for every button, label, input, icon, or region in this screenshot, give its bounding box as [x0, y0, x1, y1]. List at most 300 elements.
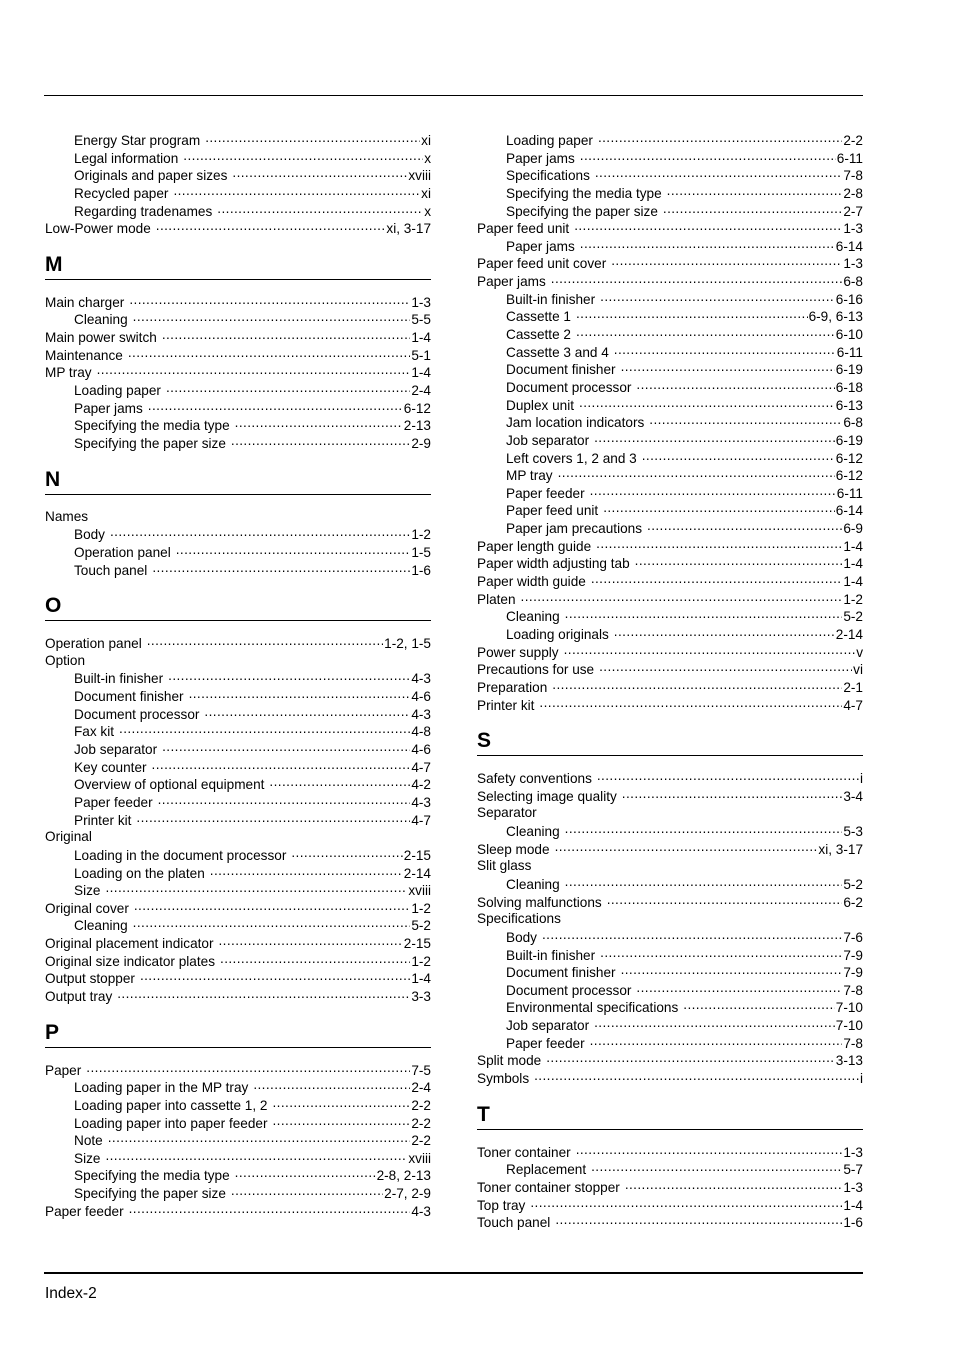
index-entry	[45, 346, 431, 364]
index-term: Size	[74, 1150, 101, 1166]
index-page-ref: 7-10	[835, 1018, 863, 1034]
index-term: Body	[506, 929, 537, 945]
index-term: Operation panel	[74, 544, 171, 560]
index-subentry	[45, 846, 431, 864]
index-term: Loading in the document processor	[74, 847, 287, 863]
dot-leader	[579, 396, 835, 410]
index-term: Main charger	[45, 294, 125, 310]
index-subentry	[45, 416, 431, 434]
index-column-right	[477, 131, 863, 1231]
index-entry	[45, 828, 431, 846]
index-term: Regarding tradenames	[74, 203, 213, 219]
dot-leader	[269, 775, 410, 789]
index-page-ref: 1-2	[411, 527, 431, 543]
index-term: Document finisher	[74, 689, 184, 705]
index-page-ref: 1-2	[411, 953, 431, 969]
index-subentry	[45, 705, 431, 723]
index-entry	[477, 1178, 863, 1196]
dot-leader	[636, 981, 842, 995]
index-page-ref: x	[424, 150, 431, 166]
index-term: Paper feeder	[506, 1035, 585, 1051]
index-term: Original size indicator plates	[45, 953, 216, 969]
index-term: Specifications	[506, 168, 590, 184]
index-subentry	[477, 625, 863, 643]
index-term: Specifying the paper size	[74, 435, 226, 451]
dot-leader	[291, 846, 402, 860]
index-entry	[45, 899, 431, 917]
index-term: Cleaning	[506, 876, 560, 892]
index-page-ref: xi, 3-17	[386, 221, 431, 237]
index-term: Cleaning	[74, 312, 128, 328]
index-term: Names	[45, 508, 89, 524]
index-page-ref: 1-4	[843, 538, 863, 554]
index-page-ref: i	[859, 1071, 863, 1087]
index-page-ref: 1-3	[843, 1179, 863, 1195]
index-page-ref: 4-3	[411, 1203, 431, 1219]
index-page-ref: 6-14	[835, 238, 863, 254]
index-subentry	[45, 184, 431, 202]
dot-leader	[162, 740, 410, 754]
index-page-ref: 2-15	[403, 936, 431, 952]
index-page-ref: 1-3	[843, 256, 863, 272]
dot-leader	[636, 378, 834, 392]
index-term: Paper jams	[506, 238, 575, 254]
index-term: Document processor	[506, 982, 632, 998]
index-entry	[45, 508, 431, 526]
dot-leader	[611, 254, 842, 268]
index-term: Output stopper	[45, 971, 135, 987]
dot-leader	[158, 793, 411, 807]
index-subentry	[477, 928, 863, 946]
index-page-ref: 7-6	[843, 929, 863, 945]
index-term: Key counter	[74, 759, 147, 775]
index-term: Cassette 1	[506, 309, 571, 325]
index-term: Loading originals	[506, 626, 609, 642]
index-page-ref: 6-11	[836, 344, 863, 360]
index-page-ref: 2-8	[843, 185, 863, 201]
index-page-ref: 4-2	[411, 777, 431, 793]
index-term: Paper feeder	[74, 794, 153, 810]
index-term: Paper jams	[74, 400, 143, 416]
index-entry	[477, 572, 863, 590]
index-term: Paper	[45, 1062, 82, 1078]
dot-leader	[551, 272, 843, 286]
index-subentry	[477, 484, 863, 502]
index-entry	[45, 293, 431, 311]
dot-leader	[108, 1131, 411, 1145]
index-page-ref: xviii	[408, 883, 431, 899]
index-term: Loading paper into cassette 1, 2	[74, 1097, 268, 1113]
index-page-ref: 6-12	[403, 400, 431, 416]
index-entry	[477, 643, 863, 661]
index-entry	[45, 634, 431, 652]
dot-leader	[642, 449, 835, 463]
index-term: Loading paper into paper feeder	[74, 1115, 268, 1131]
index-term: Platen	[477, 591, 516, 607]
index-page-ref: 7-10	[835, 1000, 863, 1016]
dot-leader	[204, 705, 410, 719]
index-entry	[477, 787, 863, 805]
index-page-ref: 2-2	[411, 1115, 431, 1131]
header-rule	[44, 95, 863, 96]
index-page-ref: 5-2	[843, 876, 863, 892]
index-page-ref: xi	[421, 185, 431, 201]
index-term: Paper feed unit	[506, 503, 599, 519]
index-page-ref: 6-8	[843, 415, 863, 431]
index-page-ref: 6-19	[835, 362, 863, 378]
index-term: Main power switch	[45, 330, 157, 346]
index-term: Document finisher	[506, 965, 616, 981]
index-page-ref: 5-3	[843, 824, 863, 840]
index-term: Job separator	[506, 1018, 590, 1034]
index-page-ref: 1-3	[843, 221, 863, 237]
index-page-ref: 6-9	[843, 521, 863, 537]
index-term: Document finisher	[506, 362, 616, 378]
index-page-ref: 6-8	[843, 274, 863, 290]
index-column-left	[45, 131, 431, 1219]
dot-leader	[539, 696, 842, 710]
index-term: Cleaning	[506, 824, 560, 840]
index-subentry	[45, 775, 431, 793]
dot-leader	[555, 1213, 842, 1227]
dot-leader	[576, 307, 808, 321]
dot-leader	[625, 1178, 843, 1192]
index-page-ref: 4-7	[843, 697, 863, 713]
index-page-ref: 1-4	[843, 556, 863, 572]
index-term: Built-in finisher	[506, 291, 596, 307]
dot-leader	[607, 893, 843, 907]
index-page-ref: 7-9	[843, 965, 863, 981]
dot-leader	[133, 310, 411, 324]
index-term: Safety conventions	[477, 771, 592, 787]
index-term: MP tray	[506, 468, 553, 484]
index-subentry	[477, 184, 863, 202]
dot-leader	[129, 293, 410, 307]
dot-leader	[220, 952, 410, 966]
index-page-ref: 6-12	[835, 450, 863, 466]
index-term: Specifications	[477, 911, 561, 927]
index-term: Original placement indicator	[45, 936, 214, 952]
dot-leader	[205, 131, 420, 145]
index-term: Duplex unit	[506, 397, 575, 413]
index-term: Paper width adjusting tab	[477, 556, 630, 572]
dot-leader	[119, 722, 410, 736]
index-term: Printer kit	[74, 812, 132, 828]
dot-leader	[156, 219, 386, 233]
index-page-ref: 1-2	[411, 900, 431, 916]
section-heading: O	[45, 584, 431, 621]
index-page-ref: 1-2, 1-5	[384, 636, 431, 652]
index-subentry	[477, 431, 863, 449]
index-term: Loading on the platen	[74, 865, 205, 881]
dot-leader	[667, 184, 843, 198]
index-page-ref: 4-7	[411, 759, 431, 775]
index-entry	[45, 934, 431, 952]
index-subentry	[477, 466, 863, 484]
index-term: Document processor	[74, 706, 200, 722]
index-term: Legal information	[74, 150, 179, 166]
dot-leader	[591, 1160, 842, 1174]
dot-leader	[552, 678, 842, 692]
index-term: Symbols	[477, 1071, 530, 1087]
index-entry	[45, 328, 431, 346]
index-page-ref: xviii	[408, 1150, 431, 1166]
index-term: Split mode	[477, 1053, 542, 1069]
index-subentry	[45, 1078, 431, 1096]
dot-leader	[97, 363, 411, 377]
dot-leader	[599, 660, 852, 674]
index-page-ref: 1-4	[411, 330, 431, 346]
dot-leader	[210, 864, 403, 878]
index-page-ref: 7-8	[843, 1035, 863, 1051]
dot-leader	[136, 811, 410, 825]
index-subentry	[45, 1131, 431, 1149]
index-subentry	[45, 758, 431, 776]
index-entry	[45, 363, 431, 381]
dot-leader	[565, 822, 843, 836]
index-term: Overview of optional equipment	[74, 777, 265, 793]
index-subentry	[45, 202, 431, 220]
index-subentry	[45, 916, 431, 934]
index-page-ref: 1-3	[843, 1144, 863, 1160]
index-subentry	[477, 519, 863, 537]
dot-leader	[555, 840, 818, 854]
index-entry	[45, 219, 431, 237]
index-page-ref: 2-7	[843, 203, 863, 219]
index-term: Specifying the media type	[74, 418, 230, 434]
index-page-ref: 2-8, 2-13	[376, 1168, 431, 1184]
index-term: Original cover	[45, 900, 129, 916]
index-term: Preparation	[477, 679, 548, 695]
section-heading: P	[45, 1011, 431, 1048]
index-page-ref: 4-3	[411, 706, 431, 722]
dot-leader	[614, 343, 836, 357]
index-page-ref: 2-1	[843, 679, 863, 695]
dot-leader	[614, 625, 835, 639]
dot-leader	[542, 928, 842, 942]
dot-leader	[217, 202, 423, 216]
index-term: Specifying the media type	[74, 1168, 230, 1184]
index-page-ref: 7-5	[411, 1062, 431, 1078]
dot-leader	[576, 325, 835, 339]
index-term: Built-in finisher	[506, 947, 596, 963]
index-page-ref: v	[856, 644, 863, 660]
index-entry	[477, 857, 863, 875]
index-entry	[477, 893, 863, 911]
index-term: Paper feed unit cover	[477, 256, 607, 272]
index-term: Touch panel	[74, 562, 148, 578]
index-page-ref: 6-16	[835, 291, 863, 307]
index-subentry	[477, 378, 863, 396]
index-subentry	[477, 202, 863, 220]
index-page-ref: 5-1	[411, 347, 431, 363]
index-entry	[477, 1196, 863, 1214]
dot-leader	[117, 987, 410, 1001]
index-entry	[477, 537, 863, 555]
index-subentry	[45, 687, 431, 705]
dot-leader	[147, 634, 383, 648]
dot-leader	[597, 769, 859, 783]
index-subentry	[477, 290, 863, 308]
dot-leader	[663, 202, 842, 216]
index-term: Replacement	[506, 1162, 587, 1178]
index-term: Selecting image quality	[477, 788, 617, 804]
index-subentry	[45, 561, 431, 579]
index-subentry	[45, 434, 431, 452]
index-page-ref: 4-6	[411, 742, 431, 758]
index-term: Specifying the paper size	[506, 203, 658, 219]
index-term: Cassette 3 and 4	[506, 344, 609, 360]
index-page-ref: 7-8	[843, 982, 863, 998]
dot-leader	[231, 434, 410, 448]
index-page-ref: 1-4	[843, 574, 863, 590]
index-term: Cassette 2	[506, 327, 571, 343]
index-entry	[45, 1061, 431, 1079]
index-term: Top tray	[477, 1197, 526, 1213]
index-subentry	[477, 131, 863, 149]
index-entry	[477, 910, 863, 928]
index-subentry	[45, 166, 431, 184]
index-subentry	[477, 875, 863, 893]
index-subentry	[45, 1184, 431, 1202]
dot-leader	[596, 537, 842, 551]
index-entry	[477, 1143, 863, 1161]
dot-leader	[591, 572, 843, 586]
dot-leader	[683, 998, 835, 1012]
index-page-ref: 5-2	[843, 609, 863, 625]
index-term: Built-in finisher	[74, 671, 164, 687]
dot-leader	[105, 1149, 407, 1163]
dot-leader	[140, 969, 410, 983]
index-term: Slit glass	[477, 858, 532, 874]
index-subentry	[45, 722, 431, 740]
index-term: Specifying the paper size	[74, 1186, 226, 1202]
index-term: Left covers 1, 2 and 3	[506, 450, 637, 466]
index-subentry	[477, 822, 863, 840]
dot-leader	[621, 360, 835, 374]
index-term: Printer kit	[477, 697, 535, 713]
index-entry	[45, 952, 431, 970]
section-heading: N	[45, 458, 431, 495]
index-entry	[477, 678, 863, 696]
index-term: Precautions for use	[477, 662, 595, 678]
index-term: Touch panel	[477, 1215, 551, 1231]
dot-leader	[162, 328, 411, 342]
index-entry	[477, 554, 863, 572]
dot-leader	[590, 1034, 843, 1048]
index-subentry	[45, 669, 431, 687]
index-term: Sleep mode	[477, 841, 550, 857]
index-subentry	[45, 793, 431, 811]
index-page-ref: 6-11	[836, 150, 863, 166]
index-entry	[477, 840, 863, 858]
index-subentry	[45, 381, 431, 399]
index-term: Operation panel	[45, 636, 142, 652]
index-entry	[45, 1202, 431, 1220]
index-page-ref: 6-14	[835, 503, 863, 519]
dot-leader	[273, 1114, 411, 1128]
index-page-ref: xviii	[408, 168, 431, 184]
index-term: Specifying the media type	[506, 185, 662, 201]
page-number: Index-2	[45, 1285, 97, 1302]
index-term: Paper feeder	[506, 485, 585, 501]
dot-leader	[235, 1166, 376, 1180]
index-page-ref: 4-6	[411, 689, 431, 705]
index-subentry	[477, 1160, 863, 1178]
index-subentry	[477, 1016, 863, 1034]
index-term: Paper feeder	[45, 1203, 124, 1219]
index-subentry	[45, 1149, 431, 1167]
dot-leader	[565, 875, 843, 889]
dot-leader	[530, 1196, 842, 1210]
index-subentry	[477, 501, 863, 519]
section-heading: M	[45, 243, 431, 280]
index-term: Cleaning	[506, 609, 560, 625]
index-subentry	[45, 811, 431, 829]
dot-leader	[598, 131, 842, 145]
dot-leader	[148, 399, 403, 413]
index-subentry	[45, 149, 431, 167]
index-term: Cleaning	[74, 918, 128, 934]
index-entry	[477, 660, 863, 678]
index-subentry	[477, 1034, 863, 1052]
index-page-ref: 2-4	[411, 1080, 431, 1096]
index-page-ref: 2-2	[843, 133, 863, 148]
index-page-ref: 5-2	[411, 918, 431, 934]
index-subentry	[477, 449, 863, 467]
dot-leader	[565, 607, 843, 621]
index-entry	[477, 1213, 863, 1231]
index-subentry	[477, 360, 863, 378]
index-subentry	[477, 237, 863, 255]
index-page-ref: 3-4	[843, 788, 863, 804]
dot-leader	[235, 416, 403, 430]
dot-leader	[183, 149, 423, 163]
index-page-ref: xi	[421, 133, 431, 148]
dot-leader	[622, 787, 843, 801]
index-subentry	[477, 343, 863, 361]
dot-leader	[635, 554, 843, 568]
dot-leader	[621, 963, 843, 977]
index-page-ref: 2-14	[835, 626, 863, 642]
index-term: Note	[74, 1133, 103, 1149]
index-page-ref: 5-7	[843, 1162, 863, 1178]
index-page-ref: 4-7	[411, 812, 431, 828]
dot-leader	[558, 466, 835, 480]
index-term: Job separator	[506, 432, 590, 448]
index-page-ref: 2-13	[403, 418, 431, 434]
index-subentry	[45, 864, 431, 882]
dot-leader	[595, 166, 842, 180]
index-page-ref: 1-4	[411, 365, 431, 381]
dot-leader	[603, 501, 835, 515]
index-page-ref: 3-3	[411, 988, 431, 1004]
index-page-ref: 1-4	[411, 971, 431, 987]
index-term: Size	[74, 883, 101, 899]
index-page-ref: 2-7, 2-9	[384, 1186, 431, 1202]
dot-leader	[86, 1061, 410, 1075]
dot-leader	[580, 149, 836, 163]
index-subentry	[477, 396, 863, 414]
index-entry	[477, 254, 863, 272]
index-page-ref: 6-11	[836, 485, 863, 501]
index-subentry	[477, 149, 863, 167]
index-page-ref: 2-14	[403, 865, 431, 881]
dot-leader	[152, 758, 411, 772]
index-page-ref: 3-13	[835, 1053, 863, 1069]
index-term: Originals and paper sizes	[74, 168, 228, 184]
index-subentry	[477, 307, 863, 325]
